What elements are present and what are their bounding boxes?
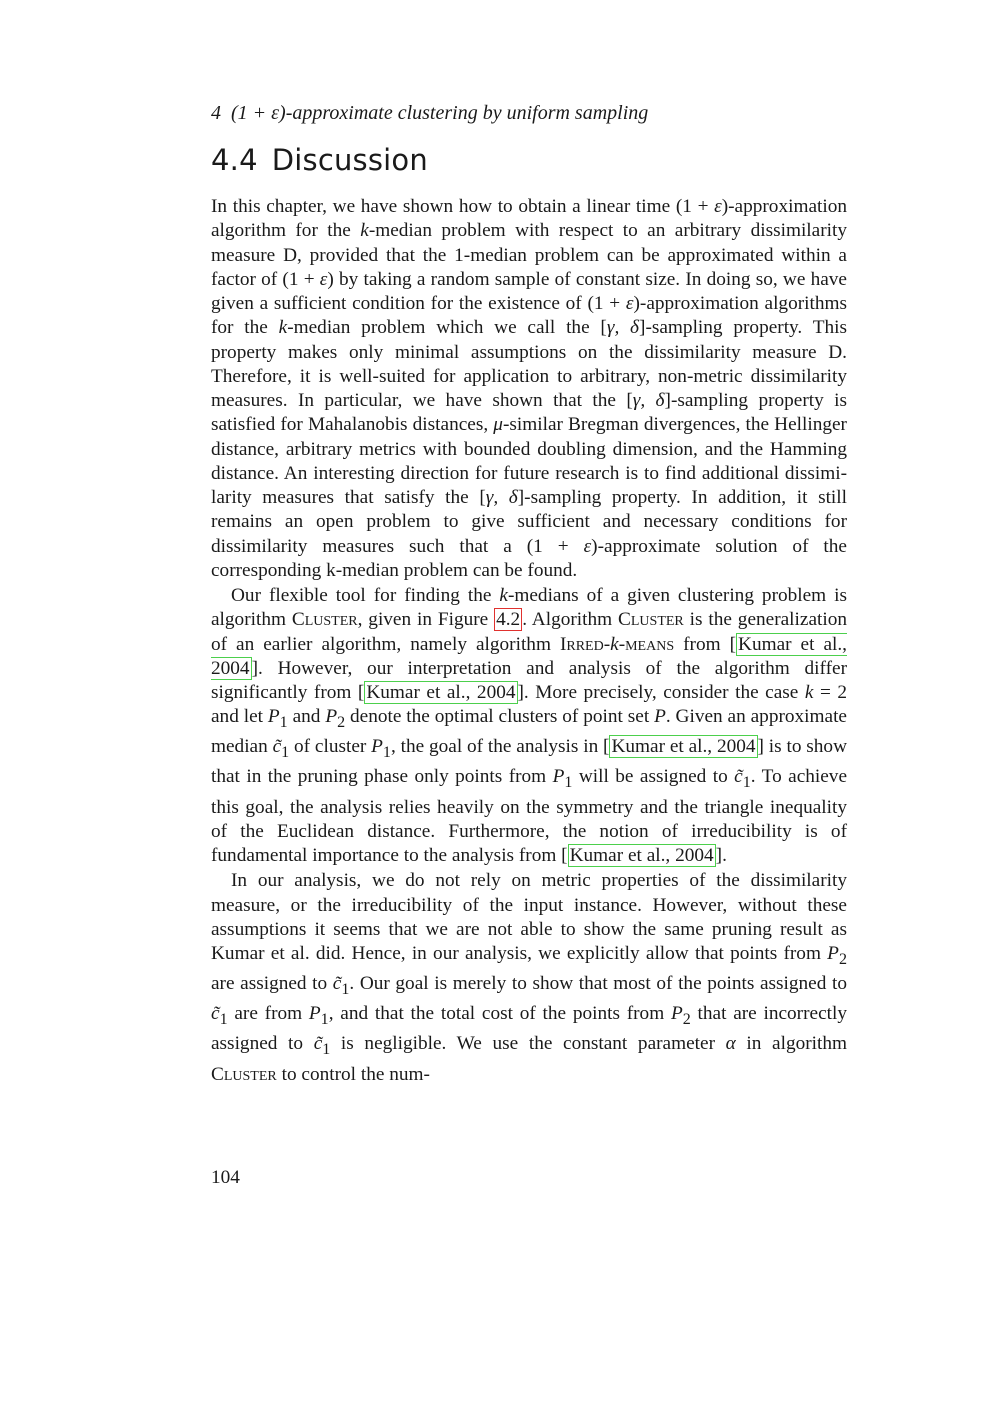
paragraph-3 [211, 869, 847, 1086]
section-heading [211, 142, 847, 178]
math-gamma-delta: γ, δ [485, 487, 518, 508]
text-run: is negligible. We use the constant parameter [330, 1033, 726, 1055]
math-c-tilde: c̃ [313, 1033, 323, 1055]
paragraph-1 [211, 195, 847, 583]
algorithm-name-cluster: Cluster [291, 609, 358, 631]
math-gamma-delta: γ, δ [606, 317, 640, 339]
math-subscript: 1 [279, 714, 288, 732]
text-run: will be assigned to [572, 766, 735, 788]
math-p: P [827, 943, 839, 965]
text-run: . Algorithm [522, 609, 619, 631]
citation-link[interactable]: Kumar et al., 2004 [569, 845, 714, 867]
running-head [211, 100, 847, 126]
text-run: , given in Figure [357, 609, 495, 631]
paragraph-2: Our flexible tool for finding the k-medians of a given clustering problem is algorithm Cluster, given in Figure 4.2 . Algorithm Cluster is the generalization of an earlier algorithm, namely algorithm Irred-k-means from [ Kumar et al., 2004 ]. However, our interpretation and analysis of the algorithm differ significantly from [ Kumar et al., 2004 ]. More precisely, consider the case k = 2 and let $P_1$ and $P_2$ denote the optimal clusters of point set P. Given an approximate median $c̃_1$ of cluster $P_1$, the goal of the analysis in [ Kumar et al., 2004 ] is to show that in the pruning phase only points from $P_1$ will be assigned to $c̃_1$. To achieve this goal, the analysis relies heavily on the symmetry and the triangle inequality of the Euclidean distance. Furthermore, the notion of irreducibility is of fundamental importance to the analysis from [ Kumar et al., 2004 ]. [211, 585, 848, 867]
math-k: k [804, 682, 814, 703]
text-run: . More precisely, consider the case [523, 682, 805, 703]
math-k: k [610, 633, 619, 655]
text-run: is to show that in the pruning phase only points from [211, 736, 847, 788]
text-run: are from [227, 1003, 309, 1025]
math-subscript: 1 [322, 1041, 331, 1059]
citation-link[interactable]: Kumar et al., 2004 [211, 633, 848, 679]
math-p: P [371, 736, 383, 758]
text-run: that are incorrectly assigned to [211, 1003, 847, 1055]
section-title: Discussion [271, 143, 428, 177]
text-run: denote the optimal clusters of point set [345, 706, 655, 728]
text-run: in algorithm [735, 1033, 848, 1055]
text-run: ]-sampling property. In addition, it still remains an open problem to give sufficient and necessary conditions for dissimilarity measures such that a (1 + [211, 487, 847, 557]
text-run: -median problem which we call the [ [287, 317, 607, 339]
math-subscript: 1 [219, 1011, 228, 1029]
math-epsilon: ε [625, 293, 634, 314]
page-number: 104 [211, 1167, 240, 1188]
text-run: . To achieve this goal, the analysis relies heavily on the symmetry and the triangle inequality of the Euclidean distance. Furthermore, the notion of irreducibility is of fundamental importance to the analysis from [211, 766, 848, 867]
text-run: = 2 and let [211, 682, 848, 728]
text-run: . [722, 845, 727, 867]
text-run: to control the num- [276, 1063, 430, 1085]
text-run: ) by taking a random sample of constant size. In doing so, we have given a sufficient condition for the existence of (1 + [211, 268, 847, 314]
math-p: P [670, 1003, 683, 1025]
math-subscript: 1 [742, 774, 751, 792]
math-p: P [308, 1003, 321, 1025]
math-subscript: 1 [320, 1011, 329, 1029]
algorithm-name-irred: Irred- [559, 633, 611, 655]
math-subscript: 1 [341, 981, 350, 999]
math-subscript: 1 [564, 774, 573, 792]
text-run: . Our goal is merely to show that most of the points assigned to [349, 973, 847, 995]
citation-link[interactable]: Kumar et al., 2004 [611, 736, 756, 758]
algorithm-name-means: -means [618, 633, 675, 655]
text-run: ]-sampling property is satisfied for Mahalanobis distances, [211, 390, 848, 436]
text-run: In this chapter, we have shown how to obtain a linear time (1 + [211, 196, 715, 217]
text-run: ]-sampling property. This property makes only minimal assumptions on the dissimilarity measure D. Therefore, it is well-suited for application to arbitrary, non-metric dissimilarity measures. In particular, we have shown that the [ [211, 317, 847, 411]
math-c-tilde: c̃ [211, 1003, 220, 1025]
math-subscript: 1 [281, 744, 290, 762]
text-run: from [674, 633, 730, 655]
text-run: are assigned to [211, 973, 333, 995]
math-subscript: 2 [682, 1011, 691, 1029]
math-alpha: α [725, 1033, 736, 1055]
math-c-tilde: c̃ [734, 766, 743, 788]
citation-link[interactable]: Kumar et al., 2004 [366, 682, 516, 703]
text-run: , and that the total cost of the points from [328, 1003, 671, 1025]
chapter-title: (1 + ε)-approximate clustering by uniform sampling [231, 102, 649, 124]
math-subscript: 2 [838, 950, 847, 968]
chapter-number: 4 [211, 102, 221, 124]
text-run: -similar Bregman divergences, the Hellinger distance, arbitrary metrics with bounded doubling dimension, and the Hamming distance. An interesting direction for future research is to find additional dissimilarity measures that satisfy the [ [211, 414, 847, 508]
text-run: and [287, 706, 326, 728]
math-epsilon: ε [583, 535, 592, 557]
algorithm-name-cluster: Cluster [211, 1063, 277, 1085]
math-epsilon: ε [714, 196, 722, 217]
math-mu: μ [493, 414, 503, 436]
text-run: . However, our interpretation and analysis of the algorithm differ significantly from [211, 657, 847, 703]
math-subscript: 2 [337, 714, 346, 732]
page-body [211, 100, 847, 1087]
math-epsilon: ε [319, 268, 328, 290]
text-run: -median problem with respect to an arbitrary dissimilarity measure D, provided that the 1-median problem can be approximated within a factor of (1 + [211, 220, 847, 290]
text-run: . Given an approximate median [211, 706, 847, 758]
text-run: is the generalization of an earlier algorithm, namely algorithm [211, 609, 847, 655]
math-subscript: 1 [382, 744, 391, 762]
math-p: P [552, 766, 565, 788]
figure-reference-link[interactable]: 4.2 [496, 609, 521, 631]
text-run: )-approximate solution of the corresponding k-median problem can be found. [211, 535, 847, 581]
math-p: P [267, 706, 280, 728]
text-run: Our flexible tool for finding the [231, 585, 500, 606]
text-run: In our analysis, we do not rely on metric properties of the dissimilarity measure, or the irreducibility of the input instance. However, without these assumptions it seems that we are not able to show the same pruning result as Kumar et al. did. Hence, in our analysis, we explicitly allow that points from [211, 870, 847, 965]
text-run: of cluster [289, 736, 372, 758]
math-p: P [654, 706, 666, 728]
section-number: 4.4 [211, 143, 258, 177]
text-run: )-approximation algorithms for the [211, 293, 847, 339]
text-run: )-approximation algorithm for the [211, 196, 847, 242]
math-gamma-delta: γ, δ [632, 390, 665, 411]
math-c-tilde: c̃ [272, 736, 282, 758]
algorithm-name-cluster: Cluster [618, 609, 684, 631]
math-p: P [325, 706, 338, 728]
math-k: k [278, 317, 288, 339]
math-c-tilde: c̃ [332, 973, 342, 995]
math-k: k [360, 220, 369, 242]
math-k: k [499, 585, 508, 606]
text-run: -medians of a given clustering problem is algorithm [211, 585, 848, 631]
text-run: , the goal of the analysis in [390, 736, 604, 758]
